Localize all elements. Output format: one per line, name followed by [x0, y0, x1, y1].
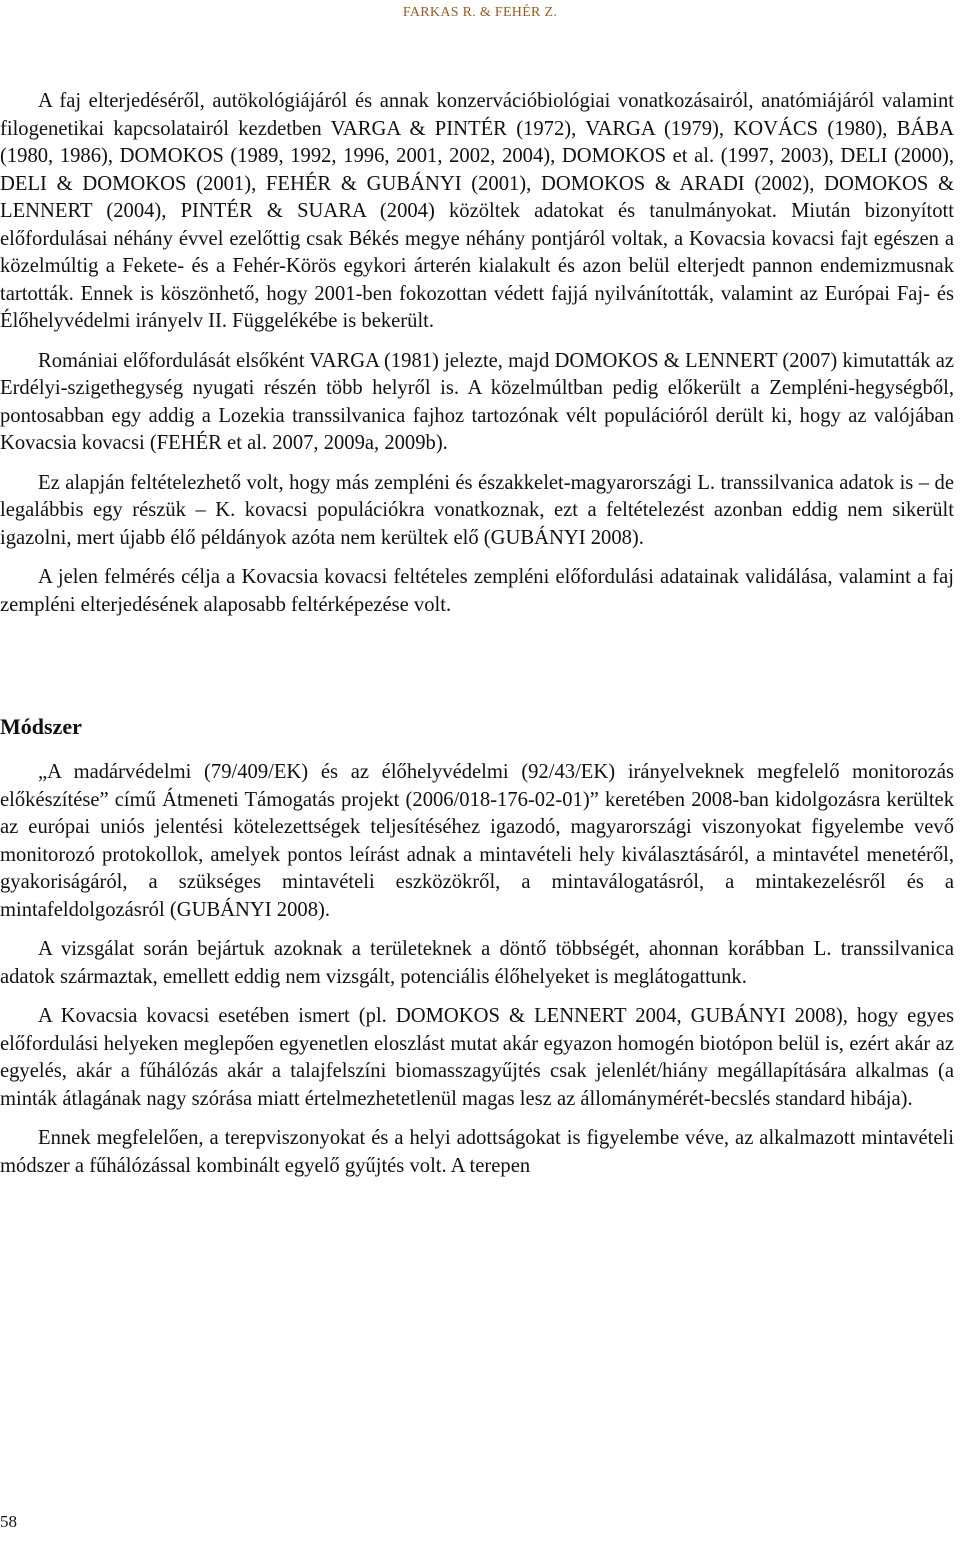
- methods-paragraph-4: Ennek megfelelően, a terepviszonyokat és a helyi adottságokat is figyelembe véve, az alkalmazott mintavételi módszer a fűhálózással kombinált egyelő gyűjtés volt. A terepen: [0, 1127, 954, 1177]
- intro-paragraph-1: A faj elterjedéséről, autökológiájáról és annak konzervációbiológiai vonatkozásairól, anatómiájáról valamint filogenetikai kapcsolatairól kezdetben VARGA & PINTÉR (1972), VARGA (1979), KOVÁCS (1980), BÁBA (1980, 1986), DOMOKOS (1989, 1992, 1996, 2001, 2002, 2004), DOMOKOS et al. (1997, 2003), DELI (2000), DELI & DOMOKOS (2001), FEHÉR & GUBÁNYI (2001), DOMOKOS & ARADI (2002), DOMOKOS & LENNERT (2004), PINTÉR & SUARA (2004) közöltek adatokat és tanulmányokat. Miután bizonyított előfordulásai néhány évvel ezelőttig csak Békés megye néhány pontjáról voltak, a Kovacsia kovacsi fajt egészen a közelmúltig a Fekete- és a Fehér-Körös egykori árterén kialakult és azon belül elterjedt pannon endemizmusnak tartották. Ennek is köszönhető, hogy 2001-ben fokozottan védett fajjá nyilvánították, valamint az Európai Faj- és Élőhelyvédelmi irányelv II. Függelékébe is bekerült.: [0, 90, 954, 332]
- intro-paragraph-4: A jelen felmérés célja a Kovacsia kovacsi feltételes zempléni előfordulási adatainak validálása, valamint a faj zempléni elterjedésének alaposabb feltérképezése volt.: [0, 566, 954, 616]
- methods-paragraph-2: A vizsgálat során bejártuk azoknak a területeknek a döntő többségét, ahonnan korábban L. transsilvanica adatok származtak, emellett eddig nem vizsgált, potenciális élőhelyeket is meglátogattunk.: [0, 938, 954, 988]
- article-body: [0, 88, 954, 1192]
- page-number: 58: [0, 1512, 17, 1531]
- running-head: FARKAS R. & FEHÉR Z.: [402, 5, 558, 20]
- methods-paragraph-3: A Kovacsia kovacsi esetében ismert (pl. DOMOKOS & LENNERT 2004, GUBÁNYI 2008), hogy egyes előfordulási helyeken meglepően egyenetlen eloszlást mutat akár egyazon homogén biotópon belül is, ezért akár az egyelés, akár a fűhálózás akár a talajfelszíni biomasszagyűjtés csak jelenlét/hiány megállapítására alkalmas (a minták átlagának nagy szórása miatt értelmezhetetlenül magas lesz az állománymérét-becslés standard hibája).: [0, 1005, 954, 1110]
- intro-paragraph-2: Romániai előfordulását elsőként VARGA (1981) jelezte, majd DOMOKOS & LENNERT (2007) kimutatták az Erdélyi-szigethegység nyugati részén több helyről is. A közelmúltban pedig előkerült a Zempléni-hegységből, pontosabban egy addig a Lozekia transsilvanica fajhoz tartozónak vélt populációról derült ki, hogy az valójában Kovacsia kovacsi (FEHÉR et al. 2007, 2009a, 2009b).: [0, 349, 954, 454]
- intro-paragraph-3: Ez alapján feltételezhető volt, hogy más zempléni és északkelet-magyarországi L. transsilvanica adatok is – de legalábbis egy részük – K. kovacsi populációkra vonatkoznak, ezt a feltételezést azonban eddig nem sikerült igazolni, mert újabb élő példányok azóta nem kerültek elő (GUBÁNYI 2008).: [0, 471, 954, 549]
- section-heading-methods: Módszer: [0, 714, 82, 739]
- methods-paragraph-1: „A madárvédelmi (79/409/EK) és az élőhelyvédelmi (92/43/EK) irányelveknek megfelelő monitorozás előkészítése” című Átmeneti Támogatás projekt (2006/018-176-02-01)” keretében 2008-ban kidolgozásra kerültek az európai uniós jelentési kötelezettségek teljesítéséhez igazodó, magyarországi viszonyokat figyelembe vevő monitorozó protokollok, amelyek pontos leírást adnak a mintavételi hely kiválasztásáról, a mintavétel menetéről, gyakoriságáról, a szükséges mintavételi eszközökről, a mintaválogatásról, a mintakezelésről és a mintafeldolgozásról (GUBÁNYI 2008).: [0, 761, 954, 921]
